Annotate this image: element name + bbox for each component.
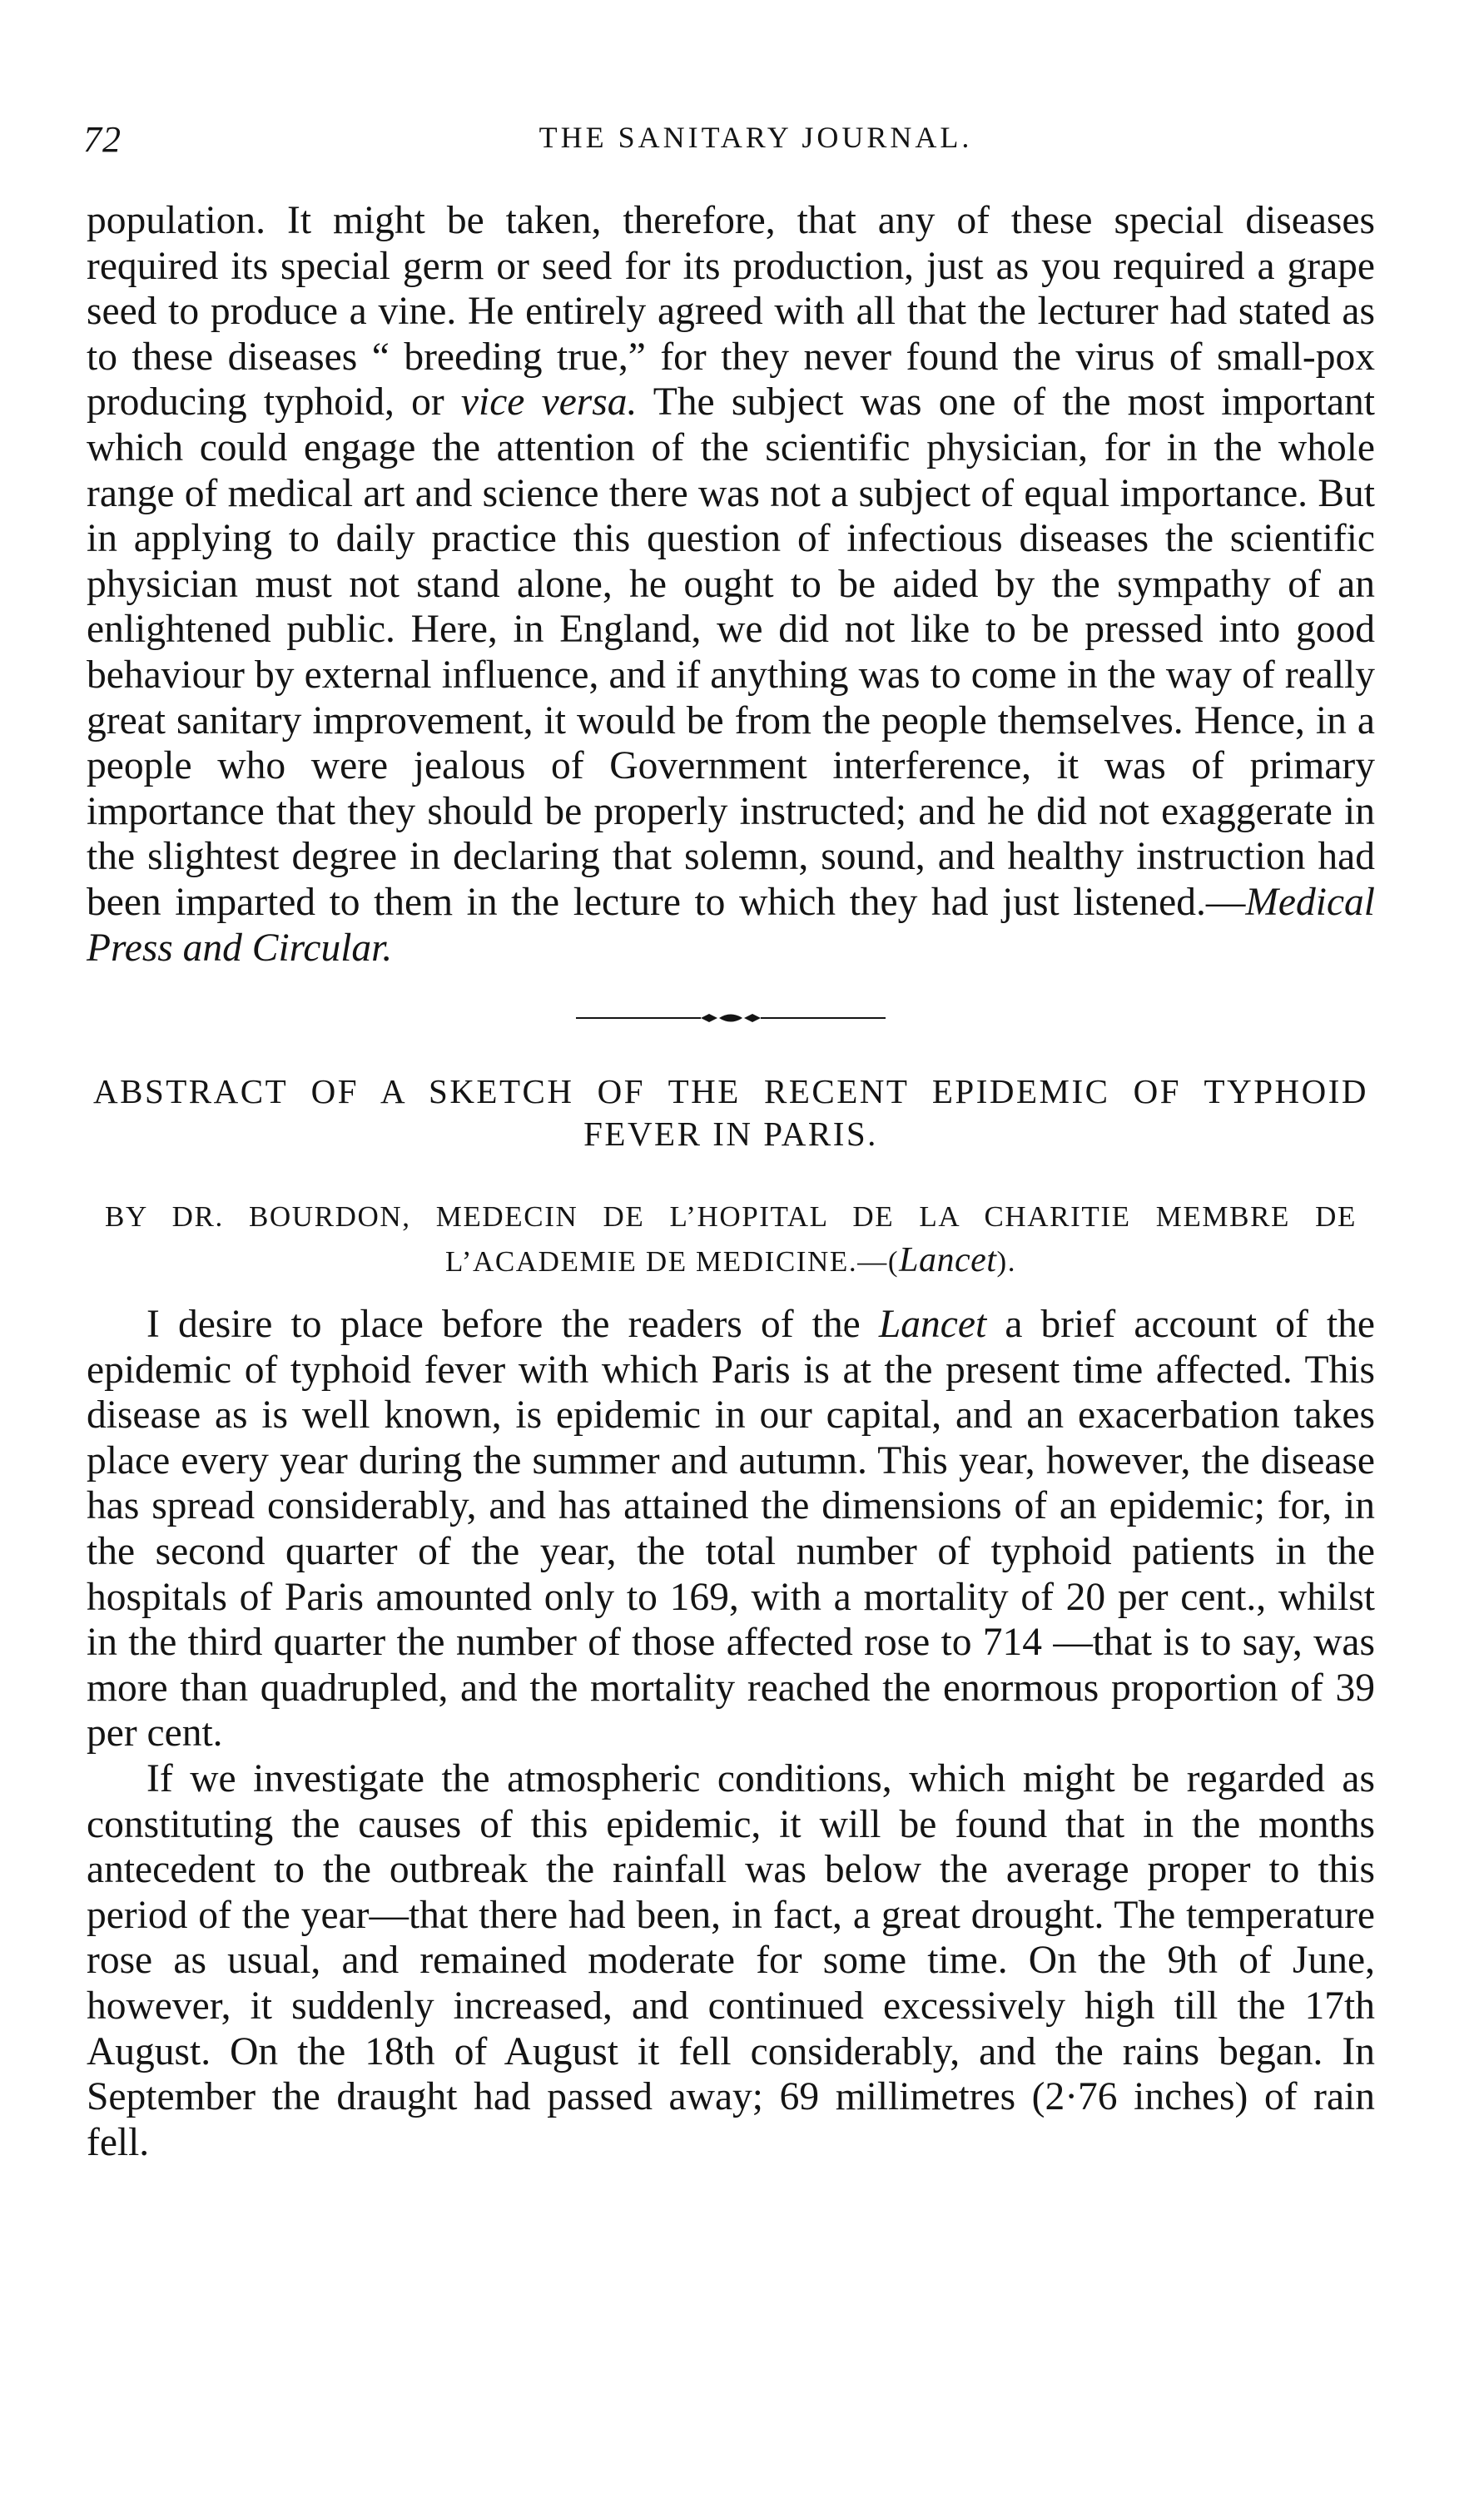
article-title: ABSTRACT OF A SKETCH OF THE RECENT EPIDEMIC OF TYPHOID FEVER IN PARIS. (93, 1072, 1368, 1154)
paragraph-1-text-a: I desire to place before the readers of the (146, 1303, 879, 1347)
running-head: THE SANITARY JOURNAL. (539, 121, 973, 154)
continuation-paragraph (87, 198, 1375, 971)
vice-versa-phrase: vice versa. (460, 380, 638, 425)
byline-source: Lancet (899, 1241, 997, 1280)
article-byline (87, 1195, 1375, 1284)
source-citation: Medical Press and Circular. (87, 880, 1375, 970)
continuation-text-b: The subject was one of the most important which could engage the attention of the scientific physician, for in the whole range of medical art and science there was not a subject of equal importance. But in applying to daily practice this question of infectious diseases the scientific physician must not stand alone, he ought to be aided by the sympathy of an enlightened public. Here, in England, we did not like to be pressed into good behaviour by external influence, and if anything was to come in the way of really great sanitary improvement, it would be from the people themselves. Hence, in a people who were jealous of Government interference, it was of primary importance that they should be properly instructed; and he did not exaggerate in the slightest degree in declaring that solemn, sound, and healthy instruction had been imparted to them in the lecture to which they had just listened.— (87, 380, 1375, 924)
article-paragraph-1 (87, 1302, 1375, 1756)
byline-prefix: BY DR. BOURDON, MEDECIN DE L’HOPITAL DE LA CHARITIE MEMBRE DE L’ACADEMIE DE MEDICINE.—( (105, 1200, 1357, 1279)
page-number: 72 (83, 119, 122, 160)
continuation-text-a: population. It might be taken, therefore, that any of these special diseases required its special germ or seed for its production, just as you required a grape seed to produce a vine. He entirely agreed with all that the lecturer had stated as to these diseases “ breeding true,” for they never found the virus of small-pox producing typhoid, or (87, 199, 1375, 425)
section-divider-ornament (576, 1011, 886, 1026)
text-column (87, 198, 1375, 2165)
page-header (83, 118, 1378, 168)
byline-suffix: ). (996, 1245, 1017, 1279)
paragraph-1-text-b: a brief account of the epidemic of typhoid fever with which Paris is at the present time affected. This disease as is well known, is epidemic in our capital, and an exacerbation takes place every year during the summer and autumn. This year, however, the disease has spread considerably, and has attained the dimensions of an epidemic; for, in the second quarter of the year, the total number of typhoid patients in the hospitals of Paris amounted only to 169, with a mortality of 20 per cent., whilst in the third quarter the number of those affected rose to 714 —that is to say, was more than quadrupled, and the mortality reached the enormous proportion of 39 per cent. (87, 1303, 1375, 1756)
lancet-reference: Lancet (878, 1303, 987, 1347)
article-paragraph-2: If we investigate the atmospheric conditions, which might be regarded as constituting the causes of this epidemic, it will be found that in the months antecedent to the outbreak the rainfall was below the average proper to this period of the year—that there had been, in fact, a great drought. The temperature rose as usual, and remained moderate for some time. On the 9th of June, however, it suddenly increased, and continued excessively high till the 17th August. On the 18th of August it fell considerably, and the rains began. In September the draught had passed away; 69 millimetres (2·76 inches) of rain fell. (87, 1757, 1375, 2164)
